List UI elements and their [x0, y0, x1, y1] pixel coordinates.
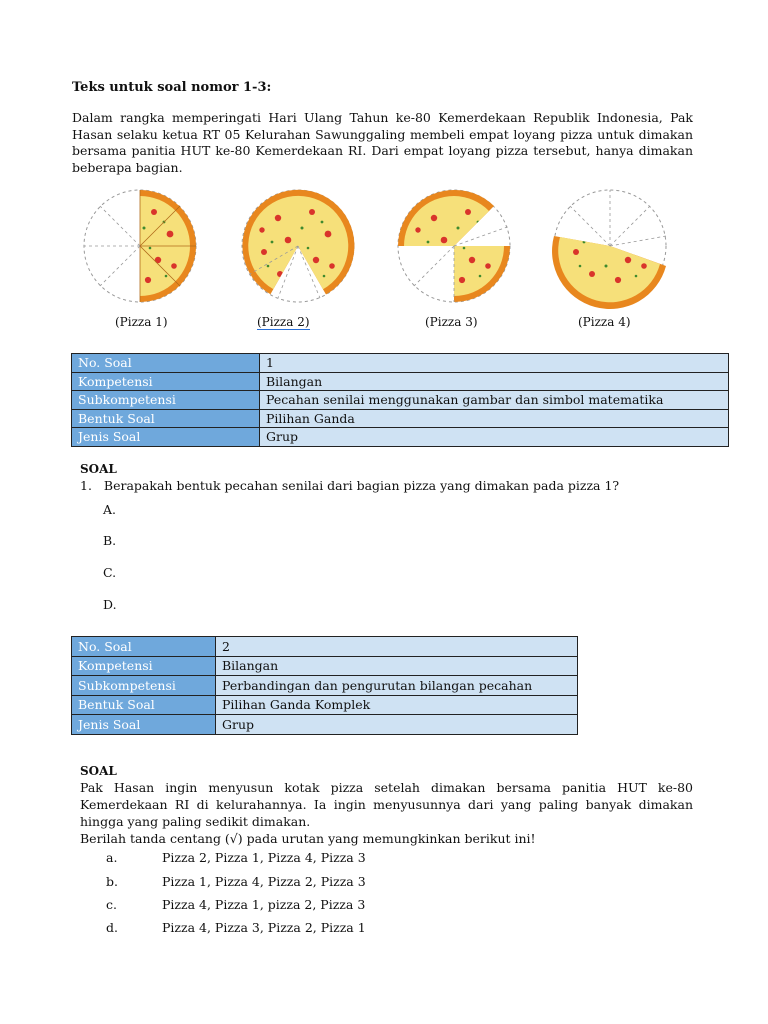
option-c-text[interactable]: Pizza 4, Pizza 1, pizza 2, Pizza 3 [162, 897, 366, 912]
table-key: Subkompetensi [72, 391, 260, 410]
question-1-text: Berapakah bentuk pecahan senilai dari bagian pizza yang dimakan pada pizza 1? [103, 478, 620, 493]
table-value: Bilangan [260, 372, 729, 391]
option-a-letter: a. [106, 850, 118, 865]
table-row [72, 695, 578, 715]
table-key: Jenis Soal [72, 428, 260, 447]
table-value: 1 [260, 354, 729, 373]
table-key: No. Soal [72, 637, 216, 657]
option-a[interactable]: A. [103, 502, 117, 517]
table-value: 2 [216, 637, 578, 657]
option-c[interactable]: C. [103, 565, 117, 580]
table-value: Grup [216, 715, 578, 735]
option-d-text[interactable]: Pizza 4, Pizza 3, Pizza 2, Pizza 1 [162, 920, 366, 935]
soal-2-label: SOAL [80, 764, 117, 778]
table-row [72, 391, 729, 410]
option-b[interactable]: B. [103, 533, 117, 548]
pizza-3-caption: (Pizza 3) [425, 315, 478, 329]
question-2-meta-table [71, 636, 578, 735]
question-1-number: 1. [80, 478, 92, 493]
table-value: Grup [260, 428, 729, 447]
table-key: Kompetensi [72, 656, 216, 676]
pizza-3 [398, 190, 510, 302]
pizza-illustrations [70, 188, 710, 313]
question-2-paragraph: Pak Hasan ingin menyusun kotak pizza setelah dimakan bersama panitia HUT ke-80 Kemerdekaan RI di kelurahannya. Ia ingin menyusunnya dari yang paling banyak dimakan hingga yang paling sedikit dimakan. [80, 780, 693, 829]
table-value: Pilihan Ganda Komplek [216, 695, 578, 715]
table-value: Pilihan Ganda [260, 409, 729, 428]
table-value: Pecahan senilai menggunakan gambar dan simbol matematika [260, 391, 729, 410]
table-row [72, 354, 729, 373]
table-row [72, 676, 578, 696]
table-key: Kompetensi [72, 372, 260, 391]
table-key: Bentuk Soal [72, 409, 260, 428]
table-row [72, 656, 578, 676]
pizza-4-caption: (Pizza 4) [578, 315, 631, 329]
pizza-4 [552, 190, 666, 309]
table-key: Jenis Soal [72, 715, 216, 735]
pizza-2 [222, 188, 375, 313]
question-1 [80, 478, 619, 493]
option-b-text[interactable]: Pizza 1, Pizza 4, Pizza 2, Pizza 3 [162, 874, 366, 889]
option-d-letter: d. [106, 920, 118, 935]
option-b-letter: b. [106, 874, 118, 889]
pizza-2-caption: (Pizza 2) [257, 315, 310, 329]
table-row [72, 372, 729, 391]
table-value: Perbandingan dan pengurutan bilangan pecahan [216, 676, 578, 696]
table-row [72, 409, 729, 428]
option-c-letter: c. [106, 897, 117, 912]
question-2-instruction: Berilah tanda centang (√) pada urutan yang memungkinkan berikut ini! [80, 831, 536, 846]
pizza-1 [84, 190, 196, 302]
pizza-1-caption: (Pizza 1) [115, 315, 168, 329]
question-1-meta-table [71, 353, 729, 447]
table-key: No. Soal [72, 354, 260, 373]
table-row [72, 428, 729, 447]
table-value: Bilangan [216, 656, 578, 676]
section-heading: Teks untuk soal nomor 1-3: [72, 80, 272, 95]
table-key: Bentuk Soal [72, 695, 216, 715]
table-key: Subkompetensi [72, 676, 216, 696]
table-row [72, 715, 578, 735]
intro-paragraph: Dalam rangka memperingati Hari Ulang Tahun ke-80 Kemerdekaan Republik Indonesia, Pak Hasan selaku ketua RT 05 Kelurahan Sawunggaling membeli empat loyang pizza untuk dimakan bersama panitia HUT ke-80 Kemerdekaan RI. Dari empat loyang pizza tersebut, hanya dimakan beberapa bagian. [72, 110, 693, 175]
soal-1-label: SOAL [80, 462, 117, 476]
table-row [72, 637, 578, 657]
option-d[interactable]: D. [103, 597, 117, 612]
option-a-text[interactable]: Pizza 2, Pizza 1, Pizza 4, Pizza 3 [162, 850, 366, 865]
